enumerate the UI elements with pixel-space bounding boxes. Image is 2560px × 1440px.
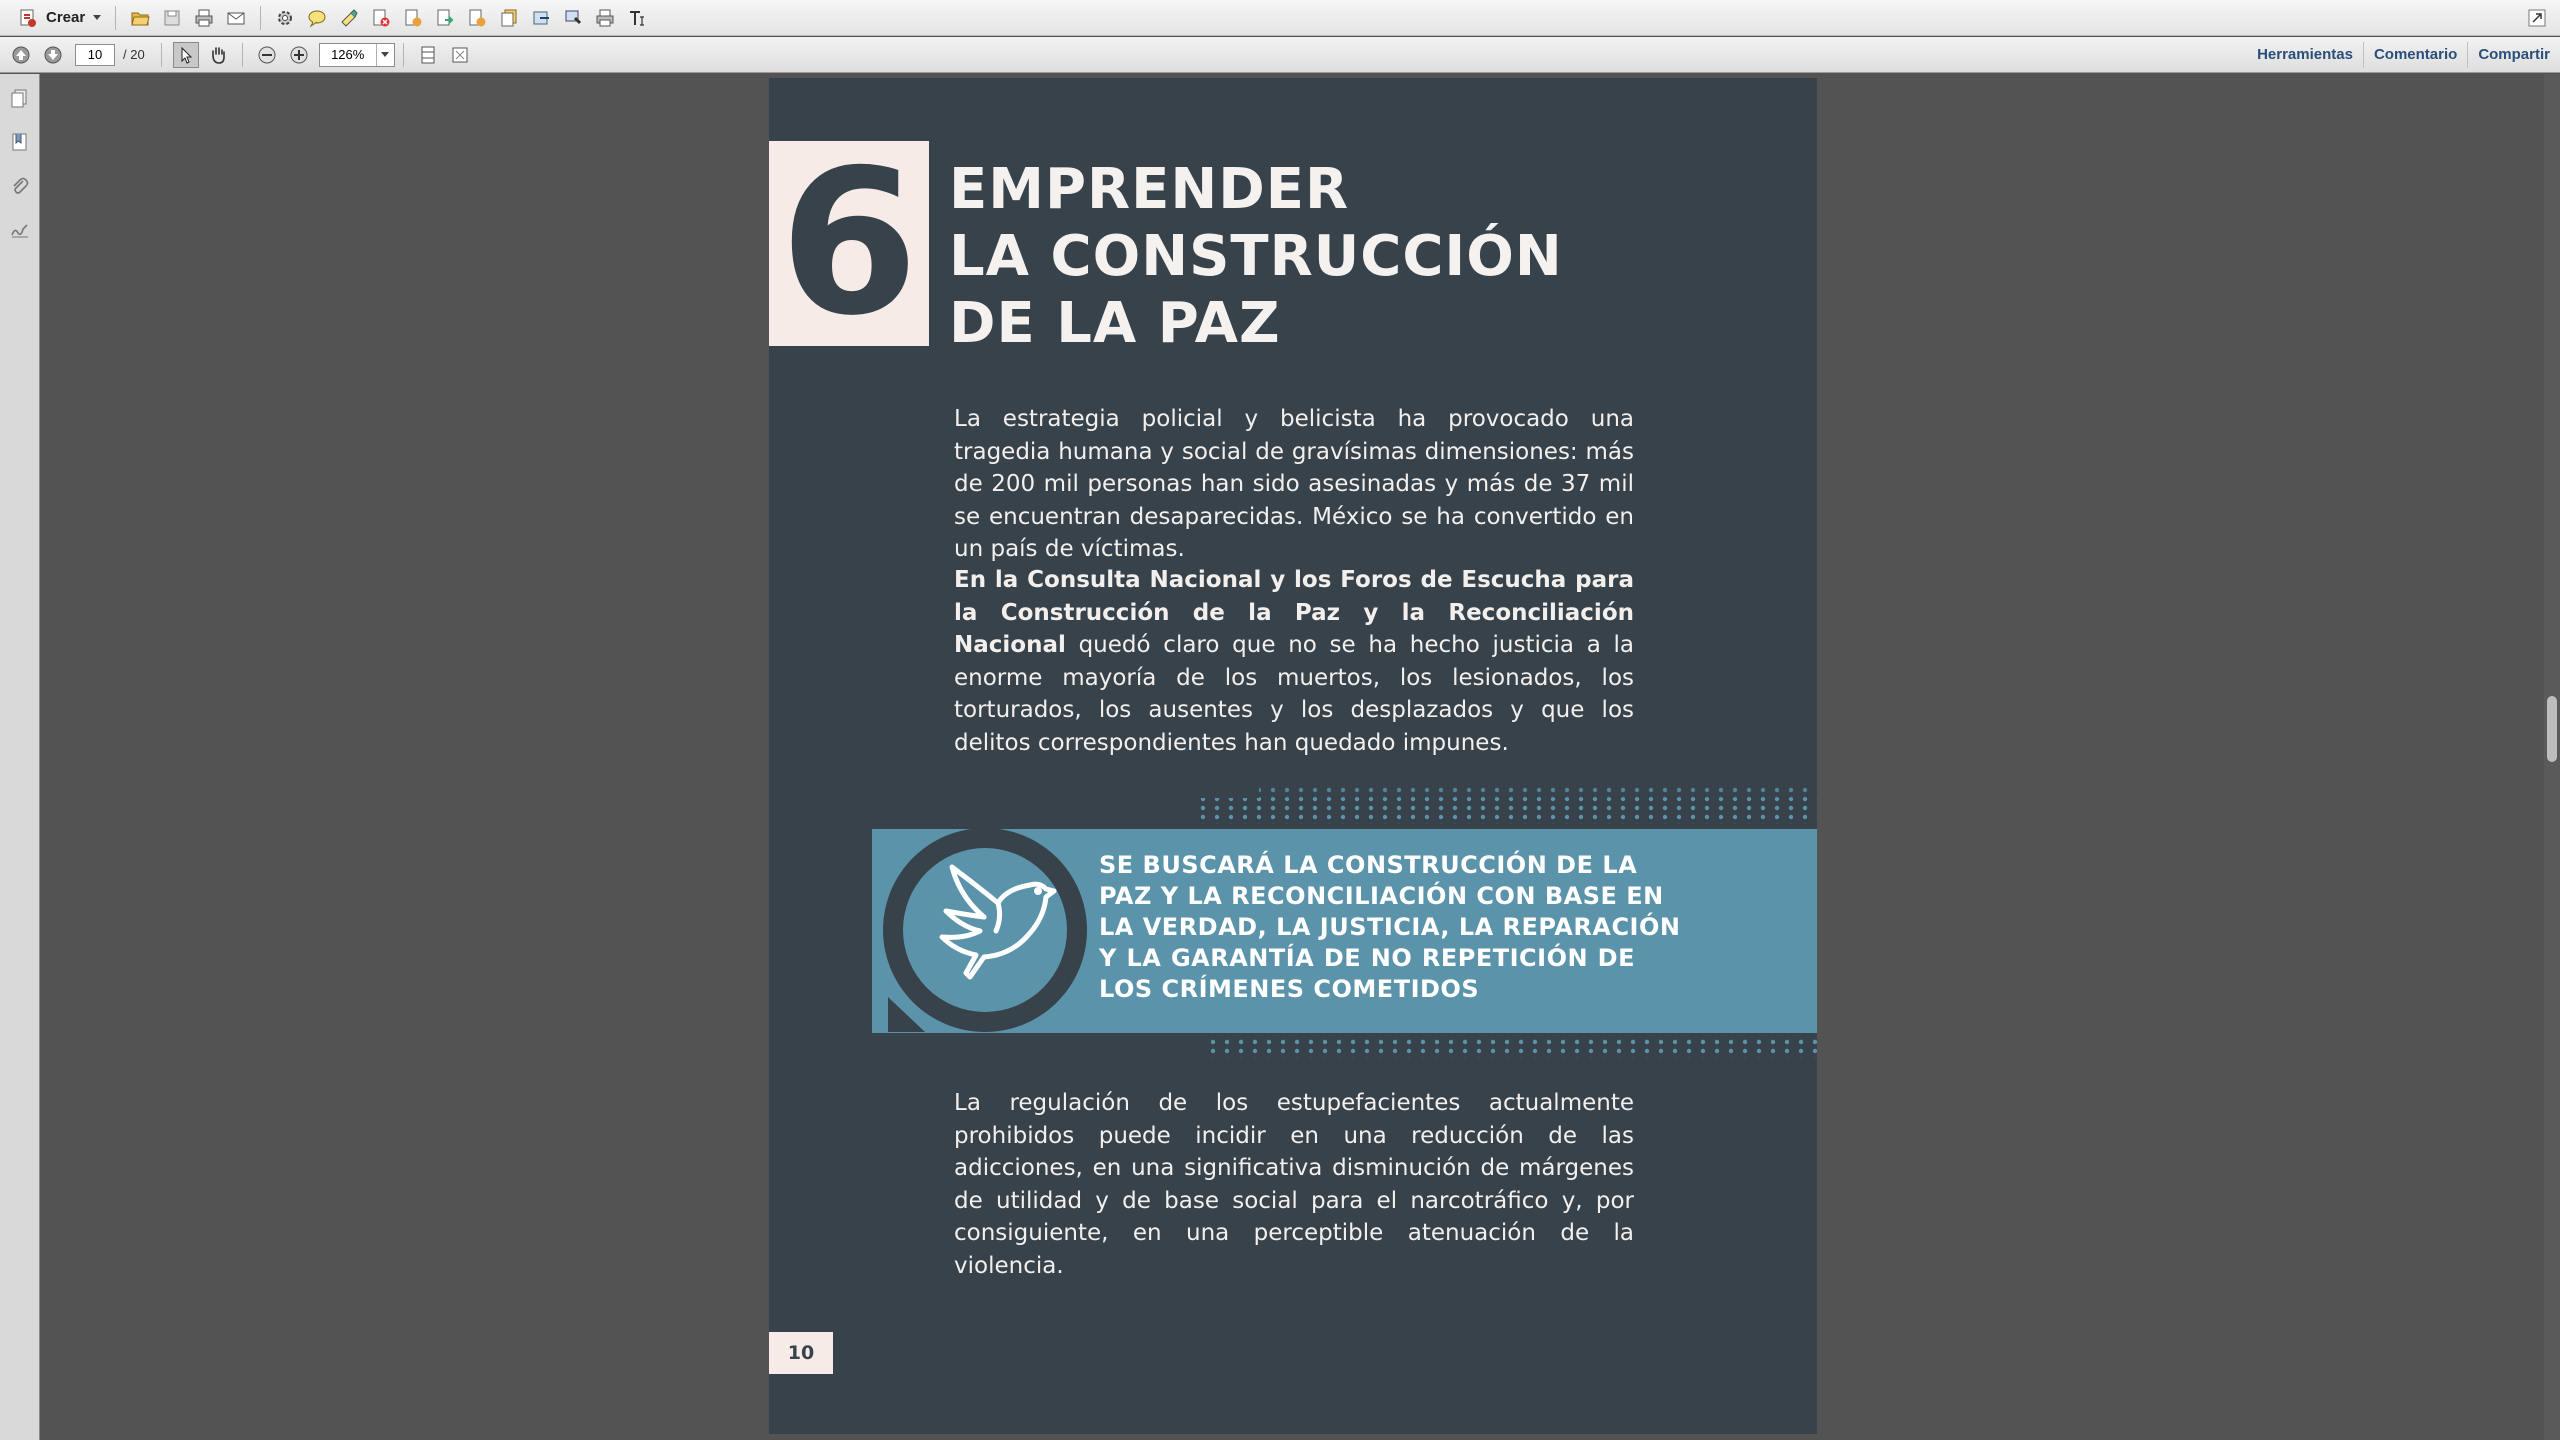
tools-link[interactable]: Herramientas <box>2257 46 2353 63</box>
document-extract-icon <box>435 8 455 28</box>
create-menu-button[interactable] <box>12 4 107 32</box>
zoom-select[interactable] <box>319 43 395 67</box>
paragraph-consultation-bold: En la Consulta Nacional y los Foros de Escucha para la Construcción de la Paz y la Reconciliación Nacional <box>954 567 1634 658</box>
export-icon <box>531 8 551 28</box>
chevron-down-icon <box>93 15 101 20</box>
hand-tool-button[interactable] <box>205 42 231 68</box>
print-production-button[interactable] <box>592 5 618 31</box>
envelope-icon <box>226 8 246 28</box>
document-delete-icon <box>371 8 391 28</box>
stamp-button[interactable] <box>560 5 586 31</box>
banner-line: LOS CRÍMENES COMETIDOS <box>1099 975 1480 1003</box>
arrow-up-circle-icon <box>11 45 31 65</box>
combine-button[interactable] <box>496 5 522 31</box>
toolbar-divider <box>242 43 243 67</box>
gear-icon <box>275 8 295 28</box>
zoom-input[interactable] <box>320 44 376 66</box>
expand-button[interactable] <box>2524 5 2550 31</box>
paragraph-victims: La estrategia policial y belicista ha provocado una tragedia humana y social de gravísimas dimensiones: más de 200 mil personas han sido asesinadas y más de 37 mil se encuentran desaparecidas. México se ha convertido en un país de víctimas. <box>954 406 1634 562</box>
page-number: 10 <box>787 1342 815 1364</box>
chapter-title-line: EMPRENDER <box>949 157 1350 222</box>
paragraph-consultation-rest: quedó claro que no se ha hecho justicia a la enorme mayoría de los muertos, los lesionados, los torturados, los ausentes y los desplazados y que los delitos correspondientes han quedado impunes. <box>954 632 1634 756</box>
paragraph-consultation <box>954 564 1634 759</box>
page-thumbnails-icon <box>9 87 31 109</box>
scrollbar-thumb[interactable] <box>2547 696 2557 762</box>
paperclip-icon <box>9 175 31 197</box>
speech-bubble-icon <box>307 8 327 28</box>
page-number-box <box>769 1332 833 1374</box>
toolbar-divider <box>260 6 261 30</box>
select-tool-button[interactable] <box>173 42 199 68</box>
banner-statement <box>1099 850 1681 1005</box>
zoom-out-button[interactable] <box>254 42 280 68</box>
printer-icon <box>595 8 615 28</box>
toolbar-divider <box>403 43 404 67</box>
next-page-button[interactable] <box>40 42 66 68</box>
document-replace-icon <box>467 8 487 28</box>
page-thumbnails-button[interactable] <box>0 78 40 118</box>
previous-page-button[interactable] <box>8 42 34 68</box>
paragraph-regulation: La regulación de los estupefacientes actualmente prohibidos puede incidir en una reducción de las adicciones, en una significativa disminución de márgenes de utilidad y de base social para el narcotráfico y, por consiguiente, en una perceptible atenuación de la violencia. <box>954 1090 1634 1279</box>
bookmark-icon <box>9 131 31 153</box>
fit-page-button[interactable] <box>415 42 441 68</box>
full-screen-button[interactable] <box>447 42 473 68</box>
banner-line: LA VERDAD, LA JUSTICIA, LA REPARACIÓN <box>1099 913 1681 941</box>
chapter-title-line: LA CONSTRUCCIÓN <box>949 224 1563 289</box>
insert-page-button[interactable] <box>400 5 426 31</box>
comment-button[interactable] <box>304 5 330 31</box>
highlighter-icon <box>339 8 359 28</box>
navigation-toolbar <box>0 37 2560 73</box>
fullscreen-icon <box>450 45 470 65</box>
open-button[interactable] <box>127 5 153 31</box>
create-pdf-icon <box>18 8 38 28</box>
arrow-down-circle-icon <box>43 45 63 65</box>
chapter-title <box>949 156 1709 357</box>
attachments-button[interactable] <box>0 166 40 206</box>
banner-line: SE BUSCARÁ LA CONSTRUCCIÓN DE LA <box>1099 851 1638 879</box>
documents-stack-icon <box>499 8 519 28</box>
create-menu-label: Crear <box>46 9 86 26</box>
folder-open-icon <box>130 8 150 28</box>
main-toolbar <box>0 0 2560 36</box>
task-links <box>2247 37 2560 72</box>
signatures-button[interactable] <box>0 210 40 250</box>
stamp-icon <box>563 8 583 28</box>
toolbar-divider <box>115 6 116 30</box>
replace-page-button[interactable] <box>464 5 490 31</box>
toolbar-divider <box>161 43 162 67</box>
chevron-down-icon <box>381 52 389 57</box>
print-button[interactable] <box>191 5 217 31</box>
save-icon <box>162 8 182 28</box>
peace-dove-badge <box>880 827 1090 1037</box>
bookmarks-button[interactable] <box>0 122 40 162</box>
zoom-in-button[interactable] <box>286 42 312 68</box>
dots-decoration-bottom <box>1209 1038 1817 1068</box>
signature-icon <box>9 219 31 241</box>
hand-icon <box>208 45 228 65</box>
cursor-arrow-icon <box>176 45 196 65</box>
email-button[interactable] <box>223 5 249 31</box>
save-button[interactable] <box>159 5 185 31</box>
export-button[interactable] <box>528 5 554 31</box>
chapter-title-line: DE LA PAZ <box>949 291 1281 356</box>
document-insert-icon <box>403 8 423 28</box>
text-cursor-icon <box>627 8 647 28</box>
share-link[interactable]: Compartir <box>2467 42 2560 68</box>
page-number-input[interactable] <box>75 44 115 66</box>
navigation-pane <box>0 74 40 1440</box>
chapter-number: 6 <box>779 126 919 360</box>
vertical-scrollbar[interactable] <box>2544 74 2560 1440</box>
remove-button[interactable] <box>368 5 394 31</box>
banner-line: Y LA GARANTÍA DE NO REPETICIÓN DE <box>1099 944 1635 972</box>
banner-line: PAZ Y LA RECONCILIACIÓN CON BASE EN <box>1099 882 1664 910</box>
highlight-button[interactable] <box>336 5 362 31</box>
chapter-number-box <box>769 126 929 360</box>
page-total-label: / 20 <box>123 47 145 62</box>
document-page <box>769 78 1817 1434</box>
zoom-dropdown-button[interactable] <box>376 44 394 66</box>
extract-page-button[interactable] <box>432 5 458 31</box>
text-edit-button[interactable] <box>624 5 650 31</box>
comment-link[interactable]: Comentario <box>2363 42 2467 68</box>
plus-circle-icon <box>289 45 309 65</box>
dots-decoration-top <box>1199 786 1817 824</box>
fit-page-icon <box>418 45 438 65</box>
minus-circle-icon <box>257 45 277 65</box>
expand-icon <box>2527 8 2547 28</box>
settings-button[interactable] <box>272 5 298 31</box>
printer-icon <box>194 8 214 28</box>
